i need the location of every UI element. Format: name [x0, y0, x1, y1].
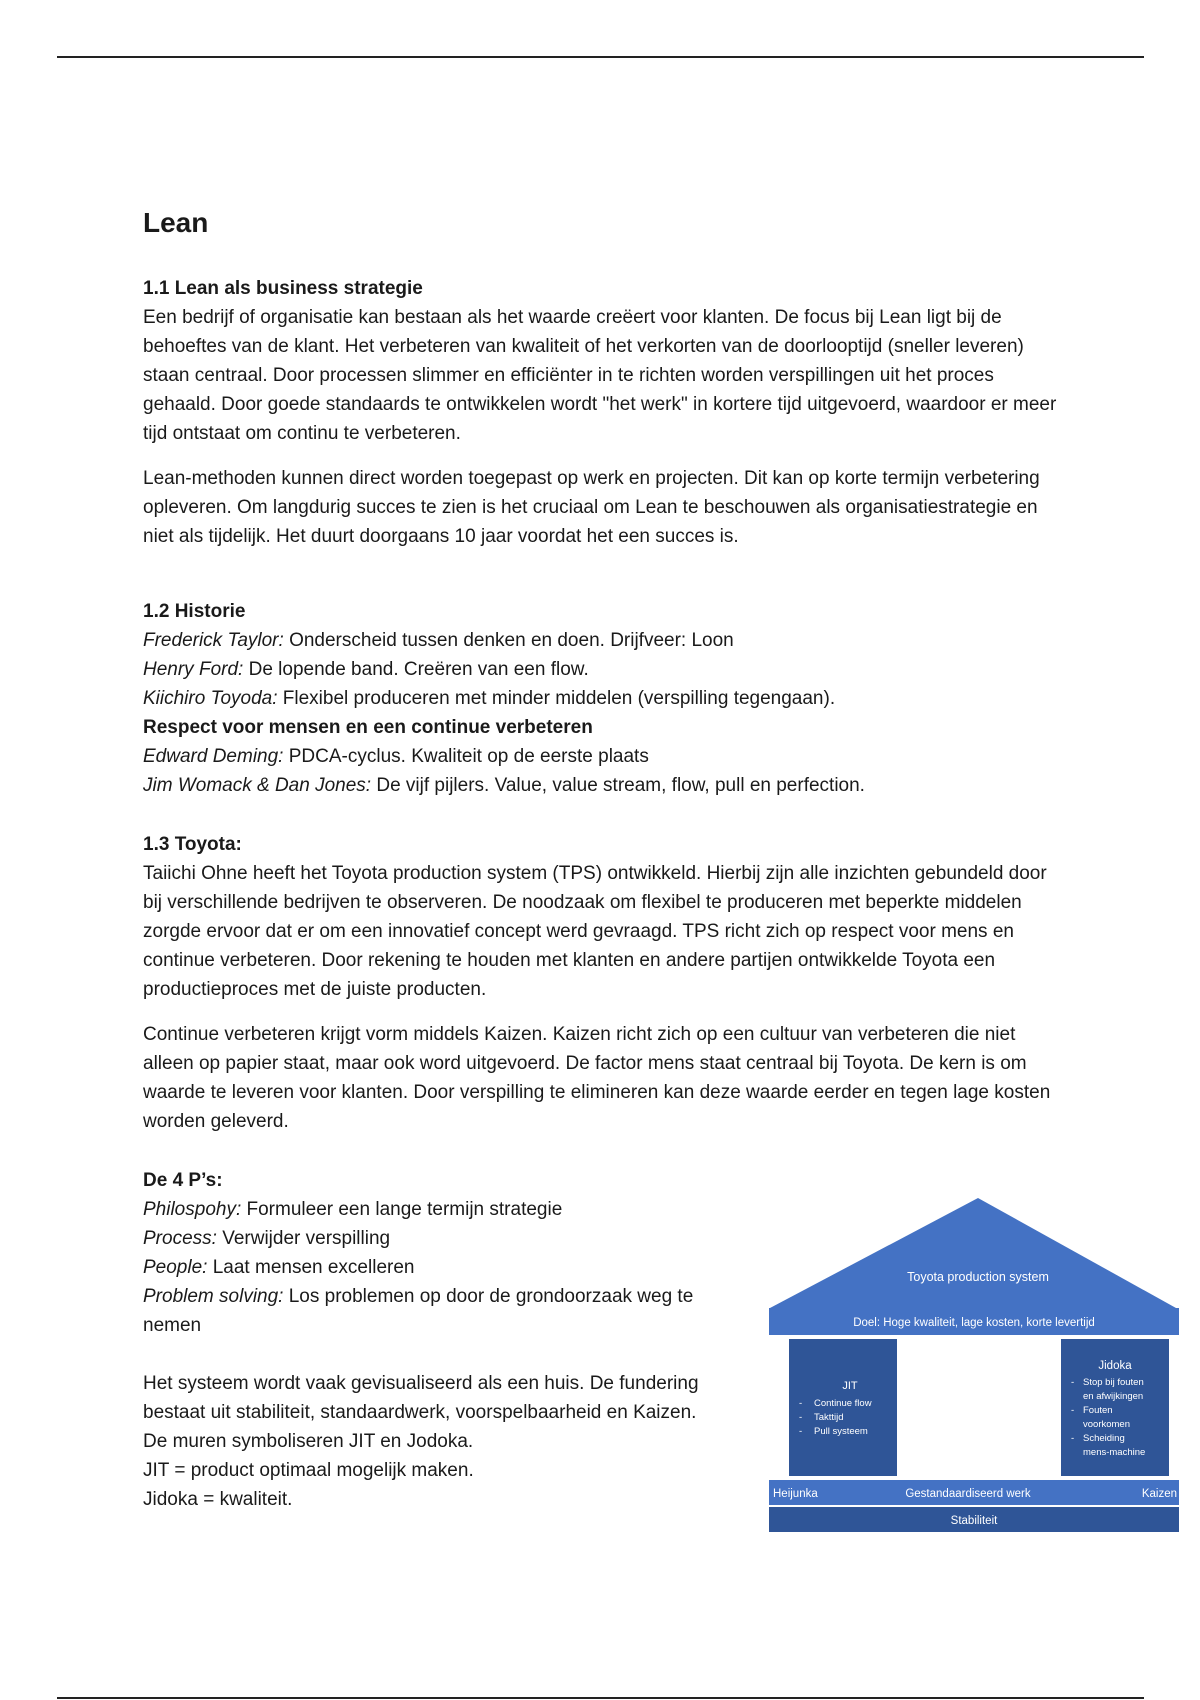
- history-taylor-text: Onderscheid tussen denken en doen. Drijfveer: Loon: [283, 630, 734, 651]
- house-jit-item-1: Continue flow: [814, 1398, 872, 1409]
- page-title: Lean: [143, 207, 209, 238]
- house-jidoka-item-2: en afwijkingen: [1083, 1391, 1144, 1402]
- history-ford-name: Henry Ford:: [143, 659, 244, 680]
- p-philosophy-text: Formuleer een lange termijn strategie: [241, 1199, 563, 1220]
- house-jidoka-item-3: Fouten: [1083, 1405, 1113, 1416]
- paragraph-house-2: De muren symboliseren JIT en Jodoka.: [143, 1431, 474, 1452]
- house-jidoka-item-5: Scheiding: [1083, 1433, 1125, 1444]
- house-standard-work-label: Gestandaardiseerd werk: [905, 1488, 1031, 1500]
- p-people-name: People:: [143, 1257, 208, 1278]
- house-jidoka-item-6: mens-machine: [1083, 1447, 1146, 1458]
- tps-house-svg: [768, 1198, 1179, 1534]
- p-problem-solving: [143, 1282, 743, 1340]
- four-ps-column: [143, 1195, 743, 1514]
- history-toyoda: [143, 684, 1063, 713]
- house-jidoka-bullet-3: -: [1071, 1433, 1075, 1444]
- paragraph-strategy-2: Lean-methoden kunnen direct worden toegepast op werk en projecten. Dit kan op korte termijn verbetering opleveren. Om langdurig succes te zien is het cruciaal om Lean te beschouwen als organisatiestrategie en niet als tijdelijk. Het duurt doorgaans 10 jaar voordat het een succes is.: [143, 468, 1040, 547]
- paragraph-house-1: Het systeem wordt vaak gevisualiseerd als een huis. De fundering bestaat uit stabiliteit, standaardwerk, voorspelbaarheid en Kaizen.: [143, 1373, 699, 1423]
- p-process-name: Process:: [143, 1228, 217, 1249]
- p-problem-name: Problem solving:: [143, 1286, 284, 1307]
- p-process: [143, 1224, 743, 1253]
- footer-rule: [57, 1697, 1144, 1699]
- history-deming: [143, 742, 1063, 771]
- p-philosophy: [143, 1195, 743, 1224]
- paragraph-house-4: Jidoka = kwaliteit.: [143, 1489, 293, 1510]
- section-heading-toyota: 1.3 Toyota:: [143, 834, 242, 855]
- history-deming-text: PDCA-cyclus. Kwaliteit op de eerste plaats: [283, 746, 649, 767]
- p-philosophy-name: Philospohy:: [143, 1199, 242, 1220]
- house-goal-label: Doel: Hoge kwaliteit, lage kosten, korte levertijd: [853, 1317, 1095, 1329]
- p-process-text: Verwijder verspilling: [216, 1228, 391, 1249]
- p-people: [143, 1253, 743, 1282]
- header-rule: [57, 56, 1144, 58]
- house-jit-bullet-3: -: [799, 1426, 803, 1437]
- history-deming-name: Edward Deming:: [143, 746, 284, 767]
- house-stability-label: Stabiliteit: [950, 1515, 998, 1527]
- house-kaizen-label: Kaizen: [1141, 1488, 1177, 1500]
- p-people-text: Laat mensen excelleren: [207, 1257, 415, 1278]
- paragraph-toyota-2: Continue verbeteren krijgt vorm middels Kaizen. Kaizen richt zich op een cultuur van verbeteren die niet alleen op papier staat, maar ook word uitgevoerd. De factor mens staat centraal bij Toyota. De kern is om waarde te leveren voor klanten. Door verspilling te elimineren kan deze waarde eerder en tegen lage kosten worden geleverd.: [143, 1024, 1051, 1132]
- house-jit-bullet-1: -: [799, 1398, 803, 1409]
- house-jit-title: JIT: [842, 1380, 858, 1392]
- paragraph-toyota-1: Taiichi Ohne heeft het Toyota production system (TPS) ontwikkeld. Hierbij zijn alle inzichten gebundeld door bij verschillende bedrijven te observeren. De noodzaak om flexibel te produceren met beperkte middelen zorgde ervoor dat er om een innovatief concept werd gevraagd. TPS richt zich op respect voor mens en continue verbeteren. Door rekening te houden met klanten en andere partijen ontwikkelde Toyota een productieproces met de juiste producten.: [143, 863, 1047, 1000]
- house-jit-item-2: Takttijd: [814, 1412, 844, 1423]
- tps-house-diagram: [768, 1198, 1179, 1534]
- house-heijunka-label: Heijunka: [773, 1488, 818, 1500]
- house-jidoka-item-1: Stop bij fouten: [1083, 1377, 1144, 1388]
- history-taylor: [143, 626, 1063, 655]
- section-heading-4ps: De 4 P’s:: [143, 1170, 223, 1191]
- history-womack: [143, 771, 1063, 800]
- house-jidoka-bullet-2: -: [1071, 1405, 1075, 1416]
- section-heading-strategy: 1.1 Lean als business strategie: [143, 278, 423, 299]
- house-jit-item-3: Pull systeem: [814, 1426, 868, 1437]
- section-heading-history: 1.2 Historie: [143, 601, 246, 622]
- history-womack-text: De vijf pijlers. Value, value stream, flow, pull en perfection.: [371, 775, 865, 796]
- house-jit-bullet-2: -: [799, 1412, 803, 1423]
- p-problem-text: Los problemen op door de grondoorzaak weg te nemen: [143, 1286, 694, 1336]
- house-jidoka-title: Jidoka: [1098, 1360, 1132, 1372]
- history-toyoda-text: Flexibel produceren met minder middelen (verspilling tegengaan).: [277, 688, 836, 709]
- house-jidoka-bullet-1: -: [1071, 1377, 1075, 1388]
- house-jidoka-item-4: voorkomen: [1083, 1419, 1130, 1430]
- history-taylor-name: Frederick Taylor:: [143, 630, 284, 651]
- house-roof: [770, 1198, 1176, 1308]
- house-roof-label: Toyota production system: [907, 1270, 1049, 1284]
- history-ford-text: De lopende band. Creëren van een flow.: [243, 659, 589, 680]
- history-toyoda-name: Kiichiro Toyoda:: [143, 688, 278, 709]
- history-womack-name: Jim Womack & Dan Jones:: [143, 775, 372, 796]
- paragraph-house-3: JIT = product optimaal mogelijk maken.: [143, 1460, 474, 1481]
- history-respect-heading: Respect voor mensen en een continue verbeteren: [143, 717, 593, 738]
- paragraph-strategy-1: Een bedrijf of organisatie kan bestaan als het waarde creëert voor klanten. De focus bij Lean ligt bij de behoeftes van de klant. Het verbeteren van kwaliteit of het verkorten van de doorlooptijd (sneller leveren) staan centraal. Door processen slimmer en efficiënter in te richten worden verspillingen uit het proces gehaald. Door goede standaards te ontwikkelen wordt "het werk" in kortere tijd uitgevoerd, waardoor er meer tijd ontstaat om continu te verbeteren.: [143, 307, 1057, 444]
- history-ford: [143, 655, 1063, 684]
